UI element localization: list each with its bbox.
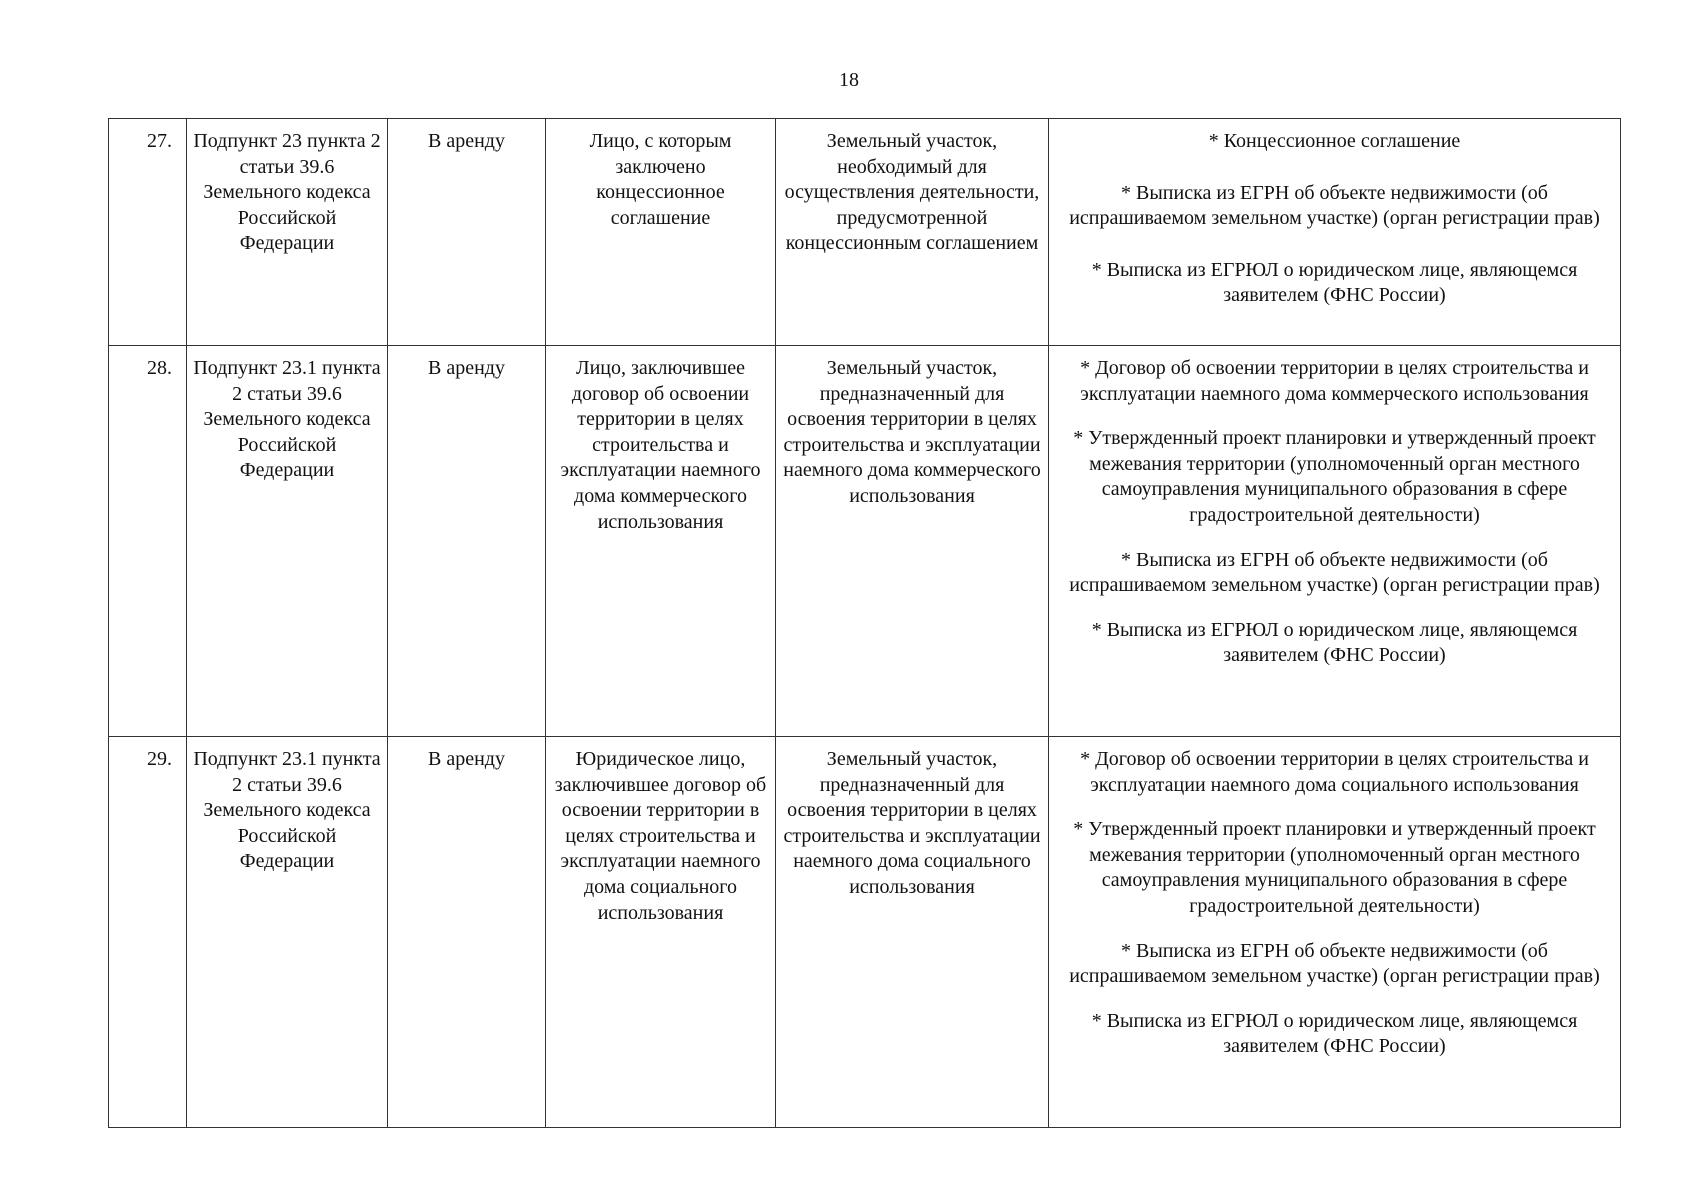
document-item: * Утвержденный проект планировки и утвержденный проект межевания территории (уполномоченный орган местного самоуправления муниципального образования в сфере градостроительной деятельности) xyxy=(1073,818,1596,917)
legal-basis-cell: Подпункт 23.1 пункта 2 статьи 39.6 Земельного кодекса Российской Федерации xyxy=(187,737,388,1128)
parcel-cell: Земельный участок, необходимый для осуществления деятельности, предусмотренной концессионным соглашением xyxy=(776,119,1049,346)
table-row xyxy=(109,737,1621,1128)
page-number: 18 xyxy=(839,69,859,91)
document-item: * Концессионное соглашение xyxy=(1208,130,1461,152)
document-table xyxy=(108,118,1621,1128)
provision-type-cell: В аренду xyxy=(388,346,546,737)
documents-cell xyxy=(1049,346,1621,737)
document-item: * Выписка из ЕГРН об объекте недвижимости (об испрашиваемом земельном участке) (орган регистрации прав) xyxy=(1069,939,1600,988)
document-item: * Договор об освоении территории в целях строительства и эксплуатации наемного дома социального использования xyxy=(1080,748,1589,796)
applicant-cell: Юридическое лицо, заключившее договор об освоении территории в целях строительства и эксплуатации наемного дома социального использования xyxy=(546,737,776,1128)
documents-cell xyxy=(1049,737,1621,1128)
parcel-cell: Земельный участок, предназначенный для освоения территории в целях строительства и эксплуатации наемного дома коммерческого использования xyxy=(776,346,1049,737)
document-item: * Договор об освоении территории в целях строительства и эксплуатации наемного дома коммерческого использования xyxy=(1080,357,1589,405)
documents-cell xyxy=(1049,119,1621,346)
row-number: 28. xyxy=(109,346,187,737)
parcel-cell: Земельный участок, предназначенный для освоения территории в целях строительства и эксплуатации наемного дома социального использования xyxy=(776,737,1049,1128)
document-item: * Выписка из ЕГРН об объекте недвижимости (об испрашиваемом земельном участке) (орган регистрации прав) xyxy=(1069,181,1600,230)
applicant-cell: Лицо, с которым заключено концессионное соглашение xyxy=(546,119,776,346)
provision-type-cell: В аренду xyxy=(388,737,546,1128)
table-row xyxy=(109,346,1621,737)
document-item: * Выписка из ЕГРН об объекте недвижимости (об испрашиваемом земельном участке) (орган регистрации прав) xyxy=(1069,548,1600,597)
document-item: * Выписка из ЕГРЮЛ о юридическом лице, являющемся заявителем (ФНС России) xyxy=(1091,1009,1578,1058)
document-item: * Выписка из ЕГРЮЛ о юридическом лице, являющемся заявителем (ФНС России) xyxy=(1091,618,1578,667)
legal-basis-cell: Подпункт 23 пункта 2 статьи 39.6 Земельного кодекса Российской Федерации xyxy=(187,119,388,346)
document-item: * Выписка из ЕГРЮЛ о юридическом лице, являющемся заявителем (ФНС России) xyxy=(1091,258,1578,307)
applicant-cell: Лицо, заключившее договор об освоении территории в целях строительства и эксплуатации наемного дома коммерческого использования xyxy=(546,346,776,737)
table-row xyxy=(109,119,1621,346)
row-number: 27. xyxy=(109,119,187,346)
document-item: * Утвержденный проект планировки и утвержденный проект межевания территории (уполномоченный орган местного самоуправления муниципального образования в сфере градостроительной деятельности) xyxy=(1073,427,1596,526)
provision-type-cell: В аренду xyxy=(388,119,546,346)
legal-basis-cell: Подпункт 23.1 пункта 2 статьи 39.6 Земельного кодекса Российской Федерации xyxy=(187,346,388,737)
row-number: 29. xyxy=(109,737,187,1128)
